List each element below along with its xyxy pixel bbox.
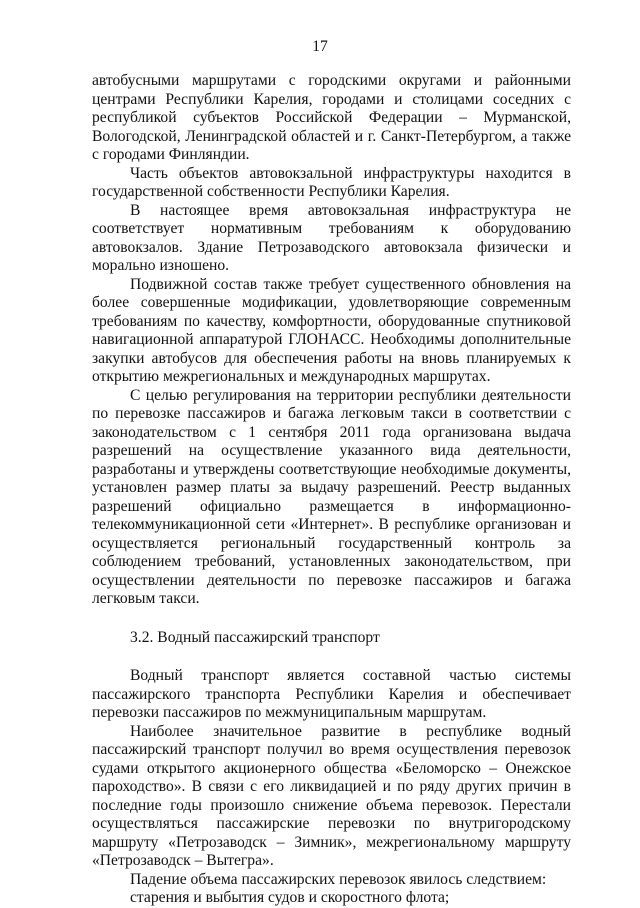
paragraph-decline-causes: Падение объема пассажирских перевозок явилось следствием: bbox=[130, 870, 547, 888]
document-body bbox=[92, 72, 571, 908]
paragraph-bus-station-condition: В настоящее время автовокзальная инфраструктура не соответствует нормативным требованиям к оборудованию автовокзалов. Здание Петрозаводского автовокзала физически и морально изношено. bbox=[92, 201, 571, 274]
paragraph-water-transport-role: Водный транспорт является составной частью системы пассажирского транспорта Республики Карелия и обеспечивает перевозки пассажиров по межмуниципальным маршрутам. bbox=[92, 667, 571, 721]
section-heading-water-transport: 3.2. Водный пассажирский транспорт bbox=[130, 628, 380, 646]
paragraph-water-transport-decline: Наиболее значительное развитие в республике водный пассажирский транспорт получил во время осуществления перевозок судами открытого акционерного общества «Беломорско – Онежское пароходство». В связи с его ликвидацией и по ряду других причин в последние годы произошло снижение объема перевозок. Перестали осуществляться пассажирские перевозки по внутригородскому маршруту «Петрозаводск – Зимник», межрегиональному маршруту «Петрозаводск – Вытегра». bbox=[92, 722, 571, 869]
paragraph-bus-routes: автобусными маршрутами с городскими округами и районными центрами Республики Карелия, городами и столицами соседних с республикой субъектов Российской Федерации – Мурманской, Вологодской, Ленинградской областей и г. Санкт-Петербургом, а также с городами Финляндии. bbox=[92, 72, 571, 163]
paragraph-bus-station-ownership: Часть объектов автовокзальной инфраструктуры находится в государственной собственности Республики Карелия. bbox=[92, 164, 571, 200]
paragraph-taxi-regulation: С целью регулирования на территории республики деятельности по перевозке пассажиров и багажа легковым такси в соответствии с законодательством с 1 сентября 2011 года организована выдача разрешений на осуществление указанного вида деятельности, разработаны и утверждены соответствующие необходимые документы, установлен размер платы за выдачу разрешений. Реестр выданных разрешений официально размещается в информационно-телекоммуникационной сети «Интернет». В республике организован и осуществляется региональный государственный контроль за соблюдением требований, установленных законодательством, при осуществлении деятельности по перевозке пассажиров и багажа легковым такси. bbox=[92, 386, 571, 607]
paragraph-rolling-stock: Подвижной состав также требует существенного обновления на более совершенные модификации, удовлетворяющие современным требованиям по качеству, комфортности, оборудованные спутниковой навигационной аппаратурой ГЛОНАСС. Необходимы дополнительные закупки автобусов для обеспечения работы на вновь планируемых к открытию межрегиональных и международных маршрутах. bbox=[92, 275, 571, 385]
page-number: 17 bbox=[312, 38, 328, 55]
paragraph-fleet-aging: старения и выбытия судов и скоростного флота; bbox=[130, 889, 450, 906]
